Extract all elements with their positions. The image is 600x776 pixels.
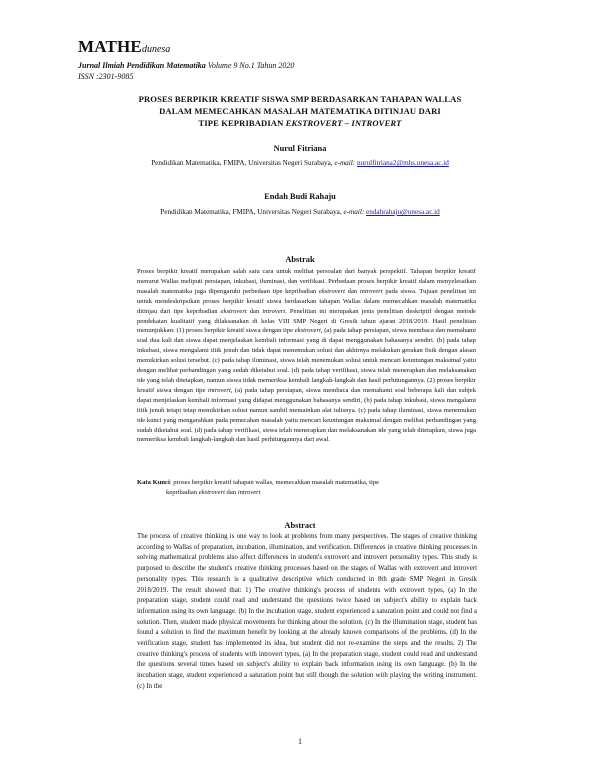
keywords-and: dan — [224, 488, 238, 496]
title-line-2: DALAM MEMECAHKAN MASALAH MATEMATIKA DITINJAU DARI — [159, 105, 441, 116]
email-link-2[interactable]: endahrahaju@unesa.ac.id — [366, 208, 440, 216]
abstrak-text: . Penelitian ini merupakan jenis penelitian deskriptif dengan metode pendekatan kualitatif yang dilaksanakan di kelas VIII SMP Negeri di Gresik tahun ajaran 2018/2019. Hasil penelitian menunjukkan: (1) proses berpikir kreatif siswa dengan tipe — [137, 307, 476, 335]
author-name-1: Nurul Fitriana — [273, 144, 327, 153]
abstrak-term: ekstrovert — [318, 287, 346, 295]
keywords-line-2 — [137, 488, 476, 498]
keywords-prefix: kepribadian — [166, 488, 199, 496]
abstrak-term: ekstrovert, — [294, 327, 323, 335]
abstrak-term: introvert — [262, 307, 286, 315]
author-affiliation-1 — [0, 159, 600, 167]
abstract-body: The process of creative thinking is one way to look at problems from many perspectives. The stages of creative thinking according to Wallas of preparation, incubation, illumination, and verification. Differences in creative thinking processes in solving mathematical problems also affect differences in student's extrovert and introvert personality types. This study is purposed to describe the student's creative thinking processes based on the stages of Wallas with extrovert and introvert personality types. This research is a qualitative descriptive which conducted in 8th grade SMP Negeri in Gresik 2018/2019. The result showed that: 1) The creative thinking's process of students with extrovert types, (a) In the preparation stage, student could read and understand the questions twice based on subject's ability to explain back information using its own language. (b) In the incubation stage, student experienced a saturation point and could not find a solution. Then, student made physical movements for thinking about the solution. (c) In the illumination stage, student has found a solution to find the maximum benefit by looking at the already known comparisons of the problems. (d) In the verification stage, student has implemented its idea, but student did not re-examine the steps and the results. 2) The creative thinking's process of students with introvert types, (a) In the preparation stage, student could read and understand the questions several times based on subject's ability to explain back information using its own language. (b) In the incubation stage, student experienced a saturation point but still though the solution with playing the writing instrument. (c) In the — [137, 533, 477, 690]
abstrak-term: introvert — [207, 386, 231, 394]
journal-header — [78, 37, 294, 82]
journal-logo — [78, 37, 294, 60]
abstrak-heading: Abstrak — [285, 255, 315, 264]
abstrak-body — [137, 267, 476, 445]
abstrak-text: dan — [246, 307, 263, 315]
abstrak-text: Proses berpikir kreatif merupakan salah satu cara untuk melihat persoalan dari banyak perspektif. Tahapan berpikir kreatif menurut Wallas meliputi persiapan, inkubasi, iluminasi, dan verifikasi. Perbedaan proses berpikir kreatif dalam menyelesaikan masalah matematika juga dipengaruhi perbedaan tipe kepribadian — [137, 268, 476, 295]
abstrak-term: ekstrovert — [220, 307, 247, 315]
issn: ISSN :2301-9085 — [78, 72, 134, 81]
email-label-1: e-mail: — [334, 159, 357, 167]
author-name-2: Endah Budi Rahaju — [264, 192, 336, 201]
title-line-3-prefix: TIPE KEPRIBADIAN — [198, 117, 286, 128]
abstrak-term: introvert — [359, 287, 383, 295]
keywords — [137, 478, 476, 498]
abstract-heading: Abstract — [284, 521, 316, 530]
keywords-label: Kata Kunci — [137, 479, 170, 486]
abstrak-text: , (a) pada tahap persiapan, siswa membaca dan memahami soal beberapa kali dan subjek dapat menjelaskan kembali informasi yang didapat menggunakan bahasanya sendiri, (b) pada tahap inkubasi, siswa mengalami titik jenuh tetapi tetap memikirkan solusi namun sambil memainkan alat tulisnya. (c) pada tahap iluminasi, siswa menemukan ide kunci yang mengarahkan pada pemecahan masalah yaitu mencari keuntungan maksimal dengan melihat perbandingan yang sudah diketahui soal. (d) pada tahap verifikasi, siswa telah menerapkan dan melaksanakan ide yang telah ditetapkan, siswa juga memeriksa kembali langkah-langkah dan hasil perhitungannya dari awal. — [137, 386, 476, 444]
email-link-1[interactable]: nurulfitriana2@mhs.unesa.ac.id — [356, 159, 449, 167]
affiliation-text-2: Pendidikan Matematika, FMIPA, Universitas Negeri Surabaya, — [160, 208, 344, 216]
logo-sub: dunesa — [141, 44, 171, 55]
abstrak-text: (a) pada tahap persiapan, siswa membaca dan memahami soal dua kali dan siswa dapat menjelaskan kembali informasi yang di dapat menggunakan bahasanya sendiri. (b) pada tahap inkubasi, siswa mengalami titik jenuh dan tidak dapat menemukan solusi dan akhirnya melakukan gerakan fisik dengan alasan memikirkan solusi tersebut. (c) pada tahap iluminasi, siswa telah menemukan solusi untuk mencari keuntungan maksimal yaitu dengan melihat perbandingan yang sudah diketahui soal. (d) pada tahap verifikasi, siswa telah menerapkan dan melaksanakan ide yang telah ditetapkan, namun siswa tidak memeriksa kembali langkah-langkah dan hasil perhitungannya. (2) proses berpikir kreatif siswa dengan tipe — [137, 327, 477, 394]
keyword-term: ekstrovert — [198, 488, 225, 496]
volume-info: Volume 9 No.1 Tahun 2020 — [207, 61, 295, 70]
email-label-2: e-mail: — [343, 208, 367, 216]
keywords-line-1: : proses berpikir kreatif tahapan wallas, memecahkan masalah matematika, tipe — [169, 479, 380, 486]
title-line-3-italic: EKSTROVERT – INTROVERT — [285, 117, 402, 128]
journal-info — [78, 60, 294, 71]
affiliation-text-1: Pendidikan Matematika, FMIPA, Universitas Negeri Surabaya, — [151, 159, 335, 167]
abstrak-text: dan — [345, 287, 360, 295]
title-line-1: PROSES BERPIKIR KREATIF SISWA SMP BERDASARKAN TAHAPAN WALLAS — [138, 94, 462, 104]
page-number: 1 — [298, 737, 302, 746]
title-line-3 — [100, 118, 500, 130]
paper-title — [100, 94, 500, 129]
author-affiliation-2 — [0, 208, 600, 216]
keyword-term: introvert — [237, 488, 261, 496]
abstrak-text: pada siswa. Tujuan penelitian ini untuk mendeskripsikan proses berpikir kreatif siswa berdasarkan tahapan Wallas dalam memecahkan masalah matematika ditinjau dari tipe kepribadian — [137, 287, 476, 315]
logo-main: MATHE — [78, 37, 142, 56]
journal-name: Jurnal Ilmiah Pendidikan Matematika — [78, 61, 206, 70]
